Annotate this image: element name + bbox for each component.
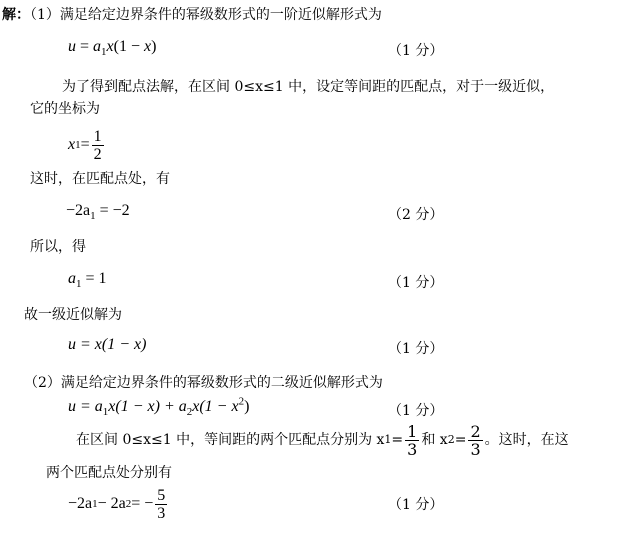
paragraph-2-line-2: 两个匹配点处分别有	[46, 465, 172, 481]
score-4: （1 分）	[388, 341, 444, 357]
score-5: （1 分）	[388, 403, 444, 419]
solution-label: 解：	[2, 7, 30, 23]
score-3: （1 分）	[388, 275, 444, 291]
equation-6: −2a 1 − 2a 2 = − $\frac{5}{3}$	[68, 486, 166, 522]
paragraph-1-line-1: 为了得到配点法解，在区间 0≤x≤1 中，设定等间距的匹配点，对于一级近似，	[62, 79, 555, 95]
score-6: （1 分）	[388, 497, 444, 513]
fraction-one-half: $\frac{1}{2}$	[93, 127, 102, 163]
fraction-two-thirds: $\frac{2}{3}$	[470, 421, 481, 459]
fraction-five-thirds: $\frac{5}{3}$	[157, 486, 166, 522]
score-1: （1 分）	[388, 43, 444, 59]
equation-1: $u = a_1x(1 - x)$	[68, 38, 157, 59]
fraction-one-third: $\frac{1}{3}$	[407, 421, 418, 459]
text-at-point: 这时，在匹配点处，有	[30, 171, 170, 187]
equation-4: u = x(1 − x)	[68, 336, 147, 353]
paragraph-1-line-2: 它的坐标为	[30, 101, 100, 117]
so-text: 所以，得	[30, 239, 86, 255]
equation-x1: x 1 = $\frac{1}{2}$	[68, 127, 102, 163]
part1-intro-text: （1）满足给定边界条件的幂级数形式的一阶近似解形式为	[30, 7, 382, 23]
conclusion-text: 故一级近似解为	[24, 307, 122, 323]
part2-intro: （2）满足给定边界条件的幂级数形式的二级近似解形式为	[24, 375, 383, 391]
equation-5: $u = a_1x(1 - x) + a_2x(1 - x^2)$	[68, 395, 250, 419]
part1-intro	[2, 6, 382, 24]
equation-2: $-2a_1 = -2$	[66, 202, 130, 223]
equation-3: $a_1 = 1$	[68, 270, 107, 291]
paragraph-2-line-1: 在区间 0≤x≤1 中，等间距的两个匹配点分别为 x 1 = $\frac{1}{3}$ 和 x 2 = $\frac{2}{3}$ 。这时，在这	[76, 421, 569, 459]
score-2: （2 分）	[388, 207, 444, 223]
